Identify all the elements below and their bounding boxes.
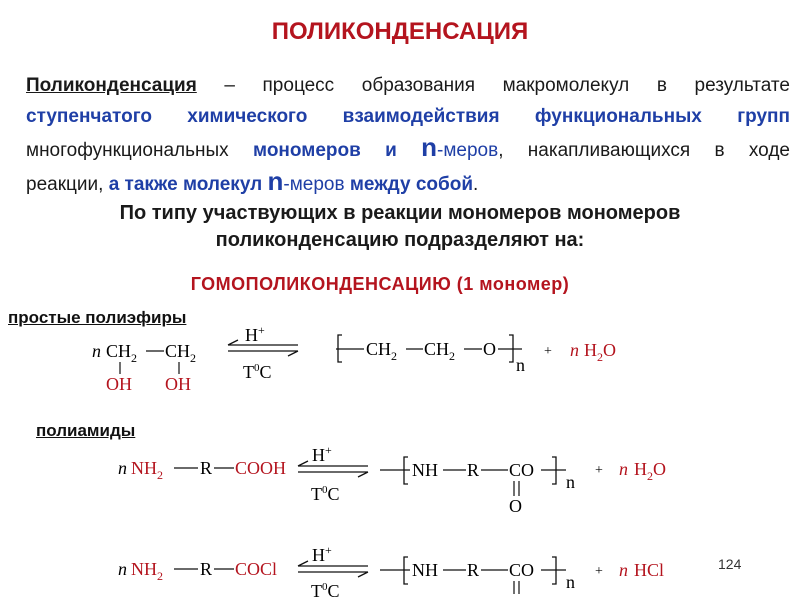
r2-water-coefficient: n bbox=[619, 459, 628, 479]
r1-p-o: O bbox=[483, 339, 496, 359]
r3-p-co: CO bbox=[509, 560, 535, 580]
r2-p-oxygen: O bbox=[509, 496, 522, 516]
reaction-polyamide-acid bbox=[118, 443, 666, 516]
r1-ch2-b: $CH_2$ bbox=[165, 341, 197, 365]
definition-monomers: мономеров bbox=[253, 140, 361, 161]
r1-forward-arrow bbox=[228, 351, 298, 356]
homopolycondensation-heading: ГОМОПОЛИКОНДЕНСАЦИЮ (1 мономер) bbox=[190, 274, 570, 294]
definition-line-2: ступенчатого химического взаимодействия функциональных групп bbox=[26, 106, 790, 127]
reaction-polyether bbox=[92, 323, 616, 394]
r3-r: R bbox=[200, 559, 213, 579]
r3-hcl-coefficient: n bbox=[619, 560, 628, 580]
r1-plus: + bbox=[544, 344, 552, 359]
r2-p-nh: NH bbox=[412, 460, 438, 480]
r1-water-coefficient: n bbox=[570, 340, 579, 360]
r2-catalyst: H+ bbox=[312, 443, 332, 465]
r1-oh-2: OH bbox=[165, 374, 191, 394]
r3-cocl: COCl bbox=[235, 559, 278, 579]
section-polyamides: полиамиды bbox=[36, 421, 136, 440]
r2-cooh: COOH bbox=[235, 458, 287, 478]
r1-reverse-arrow bbox=[228, 340, 298, 345]
definition-text-3a: многофункциональных bbox=[26, 140, 254, 161]
r2-r: R bbox=[200, 458, 213, 478]
r3-catalyst: H+ bbox=[312, 543, 332, 565]
r1-catalyst: H+ bbox=[245, 323, 265, 345]
definition-text-4a: реакции, bbox=[26, 174, 109, 195]
r3-nh2: $NH_2$ bbox=[131, 559, 163, 583]
r2-plus: + bbox=[595, 463, 603, 478]
r2-nh2: $NH_2$ bbox=[131, 458, 163, 482]
r2-p-co: CO bbox=[509, 460, 535, 480]
r3-forward-arrow bbox=[298, 572, 368, 577]
definition-and: и bbox=[360, 140, 422, 161]
definition-text-1: – процесс образования макромолекул в результате bbox=[196, 75, 790, 96]
definition-term: Поликонденсация bbox=[26, 75, 197, 96]
r2-coefficient: n bbox=[118, 458, 127, 478]
intro-line-2: поликонденсацию подразделяют на: bbox=[215, 229, 585, 251]
r3-plus: + bbox=[595, 564, 603, 579]
r2-temperature: $T^0C$ bbox=[311, 484, 340, 504]
r2-p-degree: n bbox=[566, 472, 575, 492]
page-number: 124 bbox=[718, 556, 742, 572]
section-polyesters: простые полиэфиры bbox=[8, 308, 187, 327]
r3-p-r: R bbox=[467, 560, 480, 580]
r2-reverse-arrow bbox=[298, 461, 368, 466]
r1-p-ch2-b: $CH_2$ bbox=[424, 339, 456, 363]
r2-p-r: R bbox=[467, 460, 480, 480]
definition-text-3f: , накапливающихся в ходе bbox=[498, 140, 790, 161]
reaction-polyamide-chloride bbox=[118, 543, 664, 600]
slide-title: ПОЛИКОНДЕНСАЦИЯ bbox=[271, 18, 529, 45]
r1-water: $H_2O$ bbox=[584, 340, 616, 364]
r1-p-ch2-a: $CH_2$ bbox=[366, 339, 398, 363]
r3-reverse-arrow bbox=[298, 561, 368, 566]
r3-p-nh: NH bbox=[412, 560, 438, 580]
definition-also: а также молекул bbox=[108, 174, 268, 195]
r2-forward-arrow bbox=[298, 472, 368, 477]
r2-water: $H_2O$ bbox=[634, 459, 666, 483]
r1-coefficient: n bbox=[92, 341, 101, 361]
r1-ch2-a: $CH_2$ bbox=[106, 341, 138, 365]
definition-mers-2: -меров bbox=[283, 174, 345, 195]
r1-p-degree: n bbox=[516, 355, 525, 375]
r3-temperature: $T^0C$ bbox=[311, 581, 340, 600]
definition-mers-1: -меров bbox=[437, 140, 499, 161]
r1-temperature: $T^0C$ bbox=[243, 362, 272, 382]
r3-hcl: HCl bbox=[634, 560, 665, 580]
r3-coefficient: n bbox=[118, 559, 127, 579]
definition-n-2: n bbox=[267, 166, 284, 196]
definition-n-1: n bbox=[421, 132, 437, 162]
definition-between: между собой bbox=[344, 174, 474, 195]
r1-oh-1: OH bbox=[106, 374, 132, 394]
r3-p-degree: n bbox=[566, 572, 575, 592]
definition-period: . bbox=[473, 174, 479, 195]
intro-line-1: По типу участвующих в реакции мономеров мономеров bbox=[119, 202, 681, 224]
